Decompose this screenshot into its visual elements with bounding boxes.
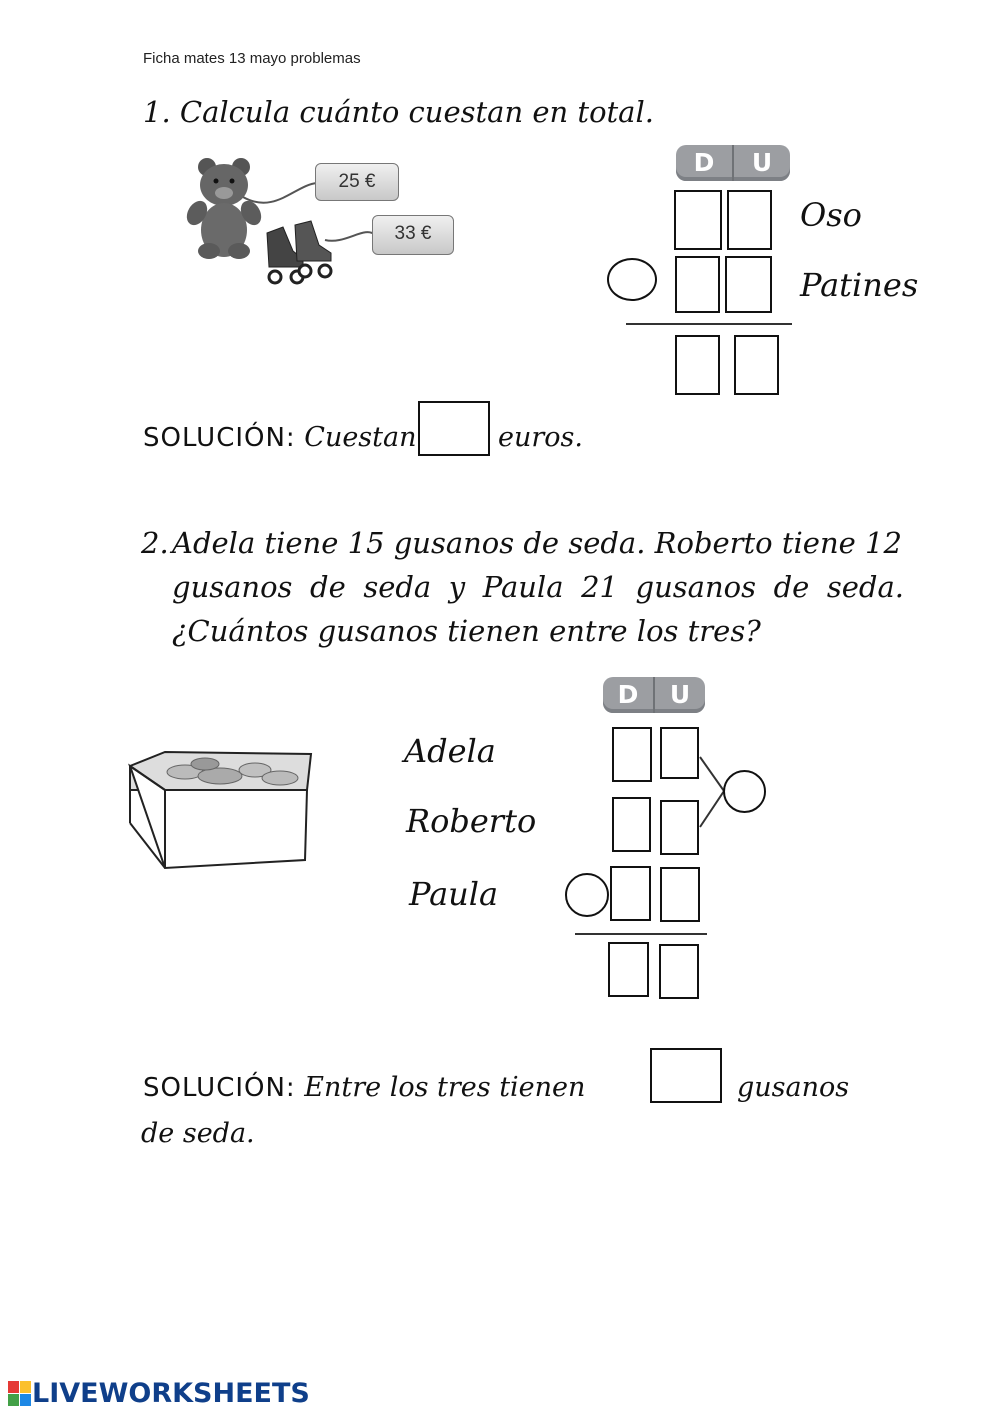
logo-blocks-icon	[8, 1381, 32, 1407]
sum-line-2	[575, 933, 707, 935]
problem-2-line-2: gusanos de seda y Paula 21 gusanos de seda.	[172, 570, 904, 604]
solution-2-answer-box[interactable]	[650, 1048, 722, 1103]
tens-label: D	[617, 680, 639, 709]
result-box-2-tens[interactable]	[608, 942, 649, 997]
units-label: U	[653, 677, 705, 713]
answer-box-paula-units[interactable]	[660, 867, 700, 922]
place-value-header-1	[676, 145, 790, 181]
answer-box-oso-tens[interactable]	[674, 190, 722, 250]
result-box-1-units[interactable]	[734, 335, 779, 395]
answer-box-adela-tens[interactable]	[612, 727, 652, 782]
logo-text: LIVEWORKSHEETS	[32, 1378, 310, 1409]
solution-2-before: Entre los tres tienen	[304, 1072, 586, 1103]
solution-label: SOLUCIÓN:	[143, 423, 296, 453]
solution-2-line-2: de seda.	[141, 1118, 255, 1149]
place-value-header-2	[603, 677, 705, 713]
answer-box-roberto-units[interactable]	[660, 800, 699, 855]
row-label-roberto: Roberto	[406, 802, 537, 840]
answer-box-adela-units[interactable]	[660, 727, 699, 779]
problem-2-number: 2.	[141, 526, 169, 560]
carry-circle[interactable]	[723, 770, 766, 813]
price-tag-skates: 33 €	[372, 215, 454, 255]
sum-line-1	[626, 323, 792, 325]
answer-box-paula-tens[interactable]	[610, 866, 651, 921]
problem-2-line-3: ¿Cuántos gusanos tienen entre los tres?	[172, 614, 761, 648]
operator-circle-1[interactable]	[607, 258, 657, 301]
solution-label: SOLUCIÓN:	[143, 1073, 296, 1103]
row-label-oso: Oso	[800, 196, 862, 234]
roller-skates-icon	[267, 221, 331, 283]
solution-1-before: Cuestan	[304, 422, 417, 453]
worksheet-title: Ficha mates 13 mayo problemas	[143, 50, 361, 67]
solution-1-answer-box[interactable]	[418, 401, 490, 456]
solution-2-after: gusanos	[737, 1072, 850, 1103]
solution-2	[143, 1072, 585, 1103]
solution-1	[143, 422, 417, 453]
liveworksheets-logo[interactable]	[8, 1378, 310, 1409]
row-label-patines: Patines	[800, 266, 919, 304]
answer-box-roberto-tens[interactable]	[612, 797, 651, 852]
answer-box-oso-units[interactable]	[727, 190, 772, 250]
solution-1-after: euros.	[498, 422, 583, 453]
tens-label: D	[693, 148, 715, 177]
problem-1-title: 1. Calcula cuánto cuestan en total.	[143, 95, 654, 129]
operator-circle-2[interactable]	[565, 873, 609, 917]
row-label-adela: Adela	[404, 732, 496, 770]
answer-box-patines-units[interactable]	[725, 256, 772, 313]
row-label-paula: Paula	[409, 875, 499, 913]
problem-2-line-1: Adela tiene 15 gusanos de seda. Roberto tiene 12	[172, 526, 902, 560]
answer-box-patines-tens[interactable]	[675, 256, 720, 313]
silkworm-box-icon	[125, 748, 315, 876]
price-tag-teddy: 25 €	[315, 163, 399, 201]
units-label: U	[732, 145, 790, 181]
result-box-2-units[interactable]	[659, 944, 699, 999]
result-box-1-tens[interactable]	[675, 335, 720, 395]
